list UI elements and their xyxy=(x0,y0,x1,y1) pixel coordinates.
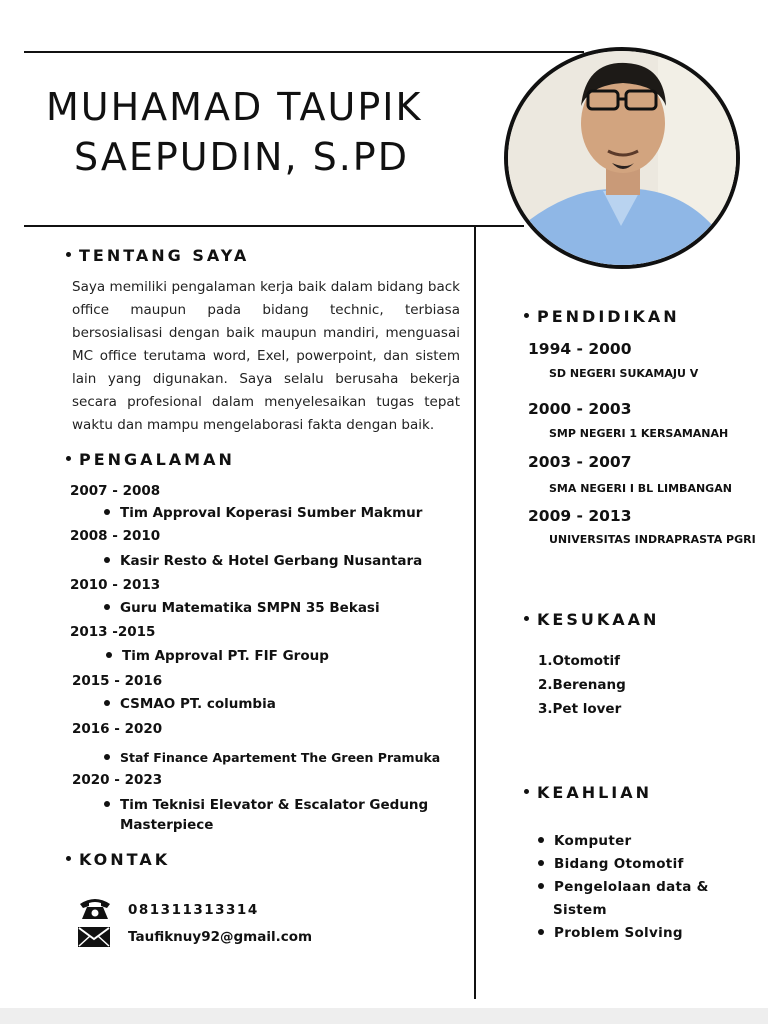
experience-role: Staf Finance Apartement The Green Pramuka xyxy=(104,750,440,765)
experience-years: 2020 - 2023 xyxy=(72,772,163,788)
education-years: 2000 - 2003 xyxy=(528,400,632,418)
education-years: 2009 - 2013 xyxy=(528,507,632,525)
experience-role: CSMAO PT. columbia xyxy=(104,696,276,712)
skills-heading: KEAHLIAN xyxy=(524,783,652,802)
experience-years: 2008 - 2010 xyxy=(70,528,161,544)
experience-heading: PENGALAMAN xyxy=(66,450,235,469)
education-school: UNIVERSITAS INDRAPRASTA PGRI xyxy=(549,533,756,546)
education-school: SMP NEGERI 1 KERSAMANAH xyxy=(549,427,729,440)
experience-years: 2010 - 2013 xyxy=(70,577,161,593)
footer-band xyxy=(0,1008,768,1024)
hobby-item: 2.Berenang xyxy=(538,677,626,693)
skill-item-continued: Sistem xyxy=(553,902,607,918)
name-line-1: MUHAMAD TAUPIK xyxy=(46,85,423,129)
telephone-icon xyxy=(78,896,112,924)
skill-item: Problem Solving xyxy=(538,925,683,941)
experience-years: 2007 - 2008 xyxy=(70,483,161,499)
profile-photo xyxy=(504,47,740,269)
skill-item: Bidang Otomotif xyxy=(538,856,684,872)
experience-role: Kasir Resto & Hotel Gerbang Nusantara xyxy=(104,553,422,569)
experience-role: Guru Matematika SMPN 35 Bekasi xyxy=(104,600,380,616)
experience-role-continued: Masterpiece xyxy=(120,817,214,833)
column-divider xyxy=(474,226,476,999)
experience-role: Tim Teknisi Elevator & Escalator Gedung xyxy=(104,797,428,813)
envelope-icon xyxy=(77,926,111,952)
skill-item: Komputer xyxy=(538,833,632,849)
experience-years: 2015 - 2016 xyxy=(72,673,163,689)
top-rule xyxy=(24,51,584,53)
portrait-illustration xyxy=(508,51,736,265)
hobby-item: 1.Otomotif xyxy=(538,653,621,669)
education-heading: PENDIDIKAN xyxy=(524,307,680,326)
experience-years: 2013 -2015 xyxy=(70,624,156,640)
skill-item: Pengelolaan data & xyxy=(538,879,709,895)
email-address[interactable]: Taufiknuy92@gmail.com xyxy=(128,929,313,945)
hobbies-heading: KESUKAAN xyxy=(524,610,659,629)
name-line-2: SAEPUDIN, S.PD xyxy=(74,135,409,179)
hobby-item: 3.Pet lover xyxy=(538,701,622,717)
experience-role: Tim Approval PT. FIF Group xyxy=(106,648,329,664)
contact-heading: KONTAK xyxy=(66,850,170,869)
education-years: 2003 - 2007 xyxy=(528,453,632,471)
experience-role: Tim Approval Koperasi Sumber Makmur xyxy=(104,505,422,521)
header-bottom-rule xyxy=(24,225,524,227)
education-school: SD NEGERI SUKAMAJU V xyxy=(549,367,699,380)
about-heading: TENTANG SAYA xyxy=(66,246,249,265)
education-years: 1994 - 2000 xyxy=(528,340,632,358)
education-school: SMA NEGERI I BL LIMBANGAN xyxy=(549,482,732,495)
about-text: Saya memiliki pengalaman kerja baik dalam bidang back office maupun pada bidang technic, terbiasa bersosialisasi dengan baik maupun mandiri, menguasai MC office terutama word, Exel, powerpoint, dan sistem lain yang digunakan. Saya selalu berusaha bekerja secara profesional dalam menyelesaikan tugas tepat waktu dan mampu mengelaborasi fakta dengan baik. xyxy=(72,279,460,433)
experience-years: 2016 - 2020 xyxy=(72,721,163,737)
phone-number: 081311313314 xyxy=(128,902,259,918)
